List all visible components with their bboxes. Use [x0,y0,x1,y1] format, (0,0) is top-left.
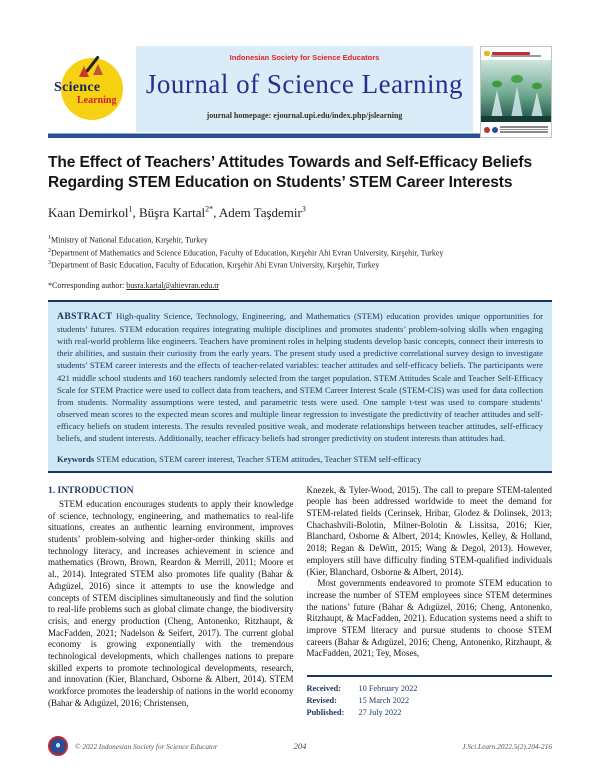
body-paragraph: STEM education encourages students to apply their knowledge of science, technology, engineering, and mathematics to real-life situations, creates an authentic learning environment, improves students’ problem-solving and higher-order thinking skills and technology literacy, and increases achievement in science and mathematics (Brown, Brown, Reardon & Merrill, 2011; Moore et al., 2014). Integrated STEM also promotes life quality (Bahar & Adıgüzel, 2016) since it attempts to use the knowledge and concepts of STEM disciplines simultaneously and find the solution to real-life problems such as global climate change, the biodiversity crisis, and energy production (Cheng, Antonenko, Ritzhaupt, & MacFadden, 2021; Nadelson & Seifert, 2017). The current global economy is growing exponentially with the tremendous technological developments, which challenges nations to prepare skilled experts to promote technological developments, research, and innovation (Kier, Blanchard, Osborne & Albert, 2014). STEM workforce promotes the leadership of nations in the world economy (Bahar & Adıgüzel, 2016; Christensen, [48,499,294,708]
abstract-label: ABSTRACT [57,310,113,322]
author: Kaan Demirkol$^1$, [48,204,140,220]
cover-seal-icon [484,127,490,133]
received-date: 10 February 2022 [358,684,418,693]
flask-icon [93,64,103,75]
logo-science-text: Science [54,80,101,95]
abstract-text: ABSTRACT High-quality Science, Technology, Engineering, and Mathematics (STEM) education provides unique opportunities for students’ futures. STEM education requires integrating multiple disciplines and promotes students’ problem-solving skills when engaging with real-world problems like engineers. Teachers have prominent roles in helping students develop basic concepts, connect their interests to their abilities, and sustain their curiosity from the early years. The present study used a predictive correlational survey design to investigate students’ STEM career interests and the effects of teacher-related variables: teacher attitudes and self-efficacy beliefs. The participants were 421 middle school students and 160 teachers randomly selected from the target population. STEM Attitudes Scale and Teacher Self-Efficacy Scale for STEM Practice were used to collect data from teachers, and STEM Career Interest Scale (STEM-CIS) was used for data collection from students. Normality assumptions were tested, and parametric tests were used. One sample t-test was used to compare students’ observed mean scores to the expected mean scores and multiple linear regression to investigate the predictivity of teacher attitudes and self-efficacy beliefs on student interests. The results revealed positive weak, and moderate relationships between teacher attitudes, self-efficacy beliefs, and student interests. Additionally, teacher efficacy beliefs had stronger predictivity on student interests than attitudes had. [57,310,543,443]
journal-title: Journal of Science Learning [145,69,464,99]
article-body [48,485,552,719]
affiliations [48,234,552,272]
revised-date: 15 March 2022 [358,696,410,706]
affiliation: $^2$Department of Mathematics and Science Education, Faculty of Education, Kırşehir Ahi Evran University, Kırşehir, Turkey [48,247,444,258]
received-label: Received: [306,684,342,693]
article-history-box [307,675,553,719]
society-name: Indonesian Society for Science Educators [229,53,380,62]
page-number: 204 [293,741,307,751]
keywords-line: Keywords STEM education, STEM career interest, Teacher STEM attitudes, Teacher STEM self-efficacy [57,453,422,464]
journal-banner [136,46,473,132]
section-heading-introduction: 1. INTRODUCTION [48,485,134,496]
journal-cover-thumbnail [480,46,552,138]
cover-masthead [481,47,551,60]
page-footer [48,736,552,756]
article-title: The Effect of Teachers’ Attitudes Towards and Self-Efficacy Beliefs Regarding STEM Education on Students’ STEM Career Interests [48,154,532,191]
received-row [307,683,553,695]
body-paragraph: Knezek, & Tyler-Wood, 2015). The call to prepare STEM-talented people has been addressed worldwide to meet the demand for STEM-related fields (Cerinsek, Hribar, Glodez & Dolinsek, 2013; Chachashvili-Bolotin, Milner-Bolotin & Lissitsa, 2016; Kier, Blanchard, Osborne & Albert, 2014; Knowles, Kelley, & Holland, 2018; Regan & DeWitt, 2015; Wang & Degol, 2013). However, employers still have difficulty finding STEM-qualified individuals (Kier, Blanchard, Osborne & Albert, 2014). [306,484,552,577]
affiliation: $^3$Department of Basic Education, Faculty of Education, Kırşehir Ahi Evran University, Kırşehir, Turkey [48,260,380,270]
corresponding-author-line: *Corresponding author: busra.kartal@ahievran.edu.tr [48,280,220,290]
science-learning-logo [48,46,136,132]
header-divider [48,133,552,138]
cover-footer [481,122,551,137]
citation-reference: J.Sci.Learn.2022.5(2).204-216 [462,741,552,751]
journal-cover-image [481,60,551,122]
science-learning-logo-circle [54,58,123,120]
body-paragraph: Most governments endeavored to promote STEM education to increase the number of STEM employees since STEM determines the nations’ future (Bahar & Adıgüzel, 2016; Cheng, Antonenko, Ritzhaupt, & MacFadden, 2021). Education systems need a shift to improve STEM literacy and pursue students to choose STEM careers (Bahar & Adıgüzel, 2016; Cheng, Antonenko, Ritzhaupt, & MacFadden, 2021; Tey, Moses, [306,578,552,659]
author: Adem Taşdemir$^3$ [218,204,306,220]
cover-logo-icon [484,51,490,56]
cover-seal-icon [492,127,498,133]
cover-subtitle-bar [491,55,541,57]
keywords-label: Keywords [57,453,95,464]
affiliation: $^1$Ministry of National Education, Kırşehir, Turkey [48,234,208,245]
author: Büşra Kartal$^{2*}$, [139,204,219,220]
cover-footer-text-bars [500,125,548,134]
journal-homepage-url: journal homepage: ejournal.upi.edu/index.php/jslearning [206,111,403,120]
revised-label: Revised: [306,696,337,706]
right-column [307,485,553,719]
journal-header [48,46,552,132]
published-date: 27 July 2022 [358,708,402,718]
published-row [307,707,553,719]
revised-row [307,695,553,707]
logo-learning-text: Learning [77,95,117,106]
copyright-notice: © 2022 Indonesian Society for Science Educator [75,741,218,751]
corresponding-author-email-link[interactable]: busra.kartal@ahievran.edu.tr [126,280,220,290]
left-column [48,485,294,719]
abstract-box [48,300,552,473]
authors-line [48,205,552,221]
flask-icon [79,66,89,77]
published-label: Published: [306,708,345,718]
